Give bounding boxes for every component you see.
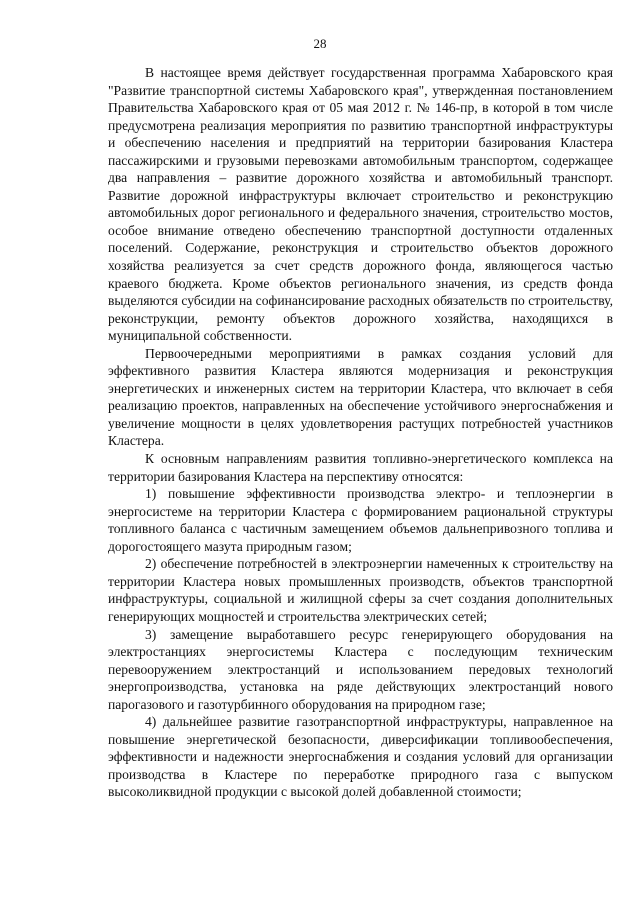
list-item-4: 4) дальнейшее развитие газотранспортной инфраструктуры, направленное на повышение энергетической безопасности, диверсификации топливообеспечения, эффективности и надежности энергоснабжения и создания условий для организации производства в Кластере по переработке природного газа с выпуском высоколиквидной продукции с высокой долей добавленной стоимости; bbox=[108, 714, 613, 800]
page-number: 28 bbox=[313, 36, 327, 51]
paragraph-fuel-energy-intro: К основным направлениям развития топливно-энергетического комплекса на территории базирования Кластера на перспективу относятся: bbox=[108, 451, 613, 484]
document-body bbox=[108, 64, 613, 801]
list-item-3: 3) замещение выработавшего ресурс генерирующего оборудования на электростанциях энергосистемы Кластера с последующим техническим перевооружением электростанций и использованием передовых технологий энергопроизводства, установка на ряде действующих электростанций нового парогазового и газотурбинного оборудования на природном газе; bbox=[108, 626, 613, 712]
paragraph-transport-program: В настоящее время действует государственная программа Хабаровского края "Развитие транспортной системы Хабаровского края", утвержденная постановлением Правительства Хабаровского края от 05 мая 2012 г. № 146-пр, в которой в том числе предусмотрена реализация мероприятия по развитию транспортной инфраструктуры и обеспечению населения и предприятий на территории базирования Кластера пассажирскими и грузовыми перевозками автомобильным транспортом, содержащее два направления – развитие дорожного хозяйства и автомобильный транспорт. Развитие дорожной инфраструктуры включает строительство и реконструкцию автомобильных дорог регионального и федерального значения, строительство мостов, особое внимание отведено обеспечению транспортной доступности отдаленных поселений. Содержание, реконструкция и строительство объектов дорожного хозяйства реализуется за счет средств дорожного фонда, являющегося частью краевого бюджета. Кроме объектов регионального значения, из средств фонда выделяются субсидии на софинансирование расходных обязательств по строительству, реконструкции, ремонту объектов дорожного хозяйства, находящихся в муниципальной собственности. bbox=[108, 65, 613, 344]
list-item-1: 1) повышение эффективности производства электро- и теплоэнергии в энергосистеме на территории Кластера с формированием рациональной структуры топливного баланса с частичным замещением объемов дальнепривозного топлива и дорогостоящего мазута природным газом; bbox=[108, 486, 613, 554]
paragraph-priority-measures: Первоочередными мероприятиями в рамках создания условий для эффективного развития Кластера являются модернизация и реконструкция энергетических и инженерных систем на территории Кластера, что включает в себя реализацию проектов, направленных на обеспечение устойчивого энергоснабжения и увеличение мощности в целях удовлетворения растущих потребностей участников Кластера. bbox=[108, 345, 613, 449]
list-item-2: 2) обеспечение потребностей в электроэнергии намеченных к строительству на территории Кластера новых промышленных производств, объектов транспортной инфраструктуры, социальной и жилищной сферы за счет создания дополнительных генерирующих мощностей и строительства электрических сетей; bbox=[108, 556, 613, 624]
